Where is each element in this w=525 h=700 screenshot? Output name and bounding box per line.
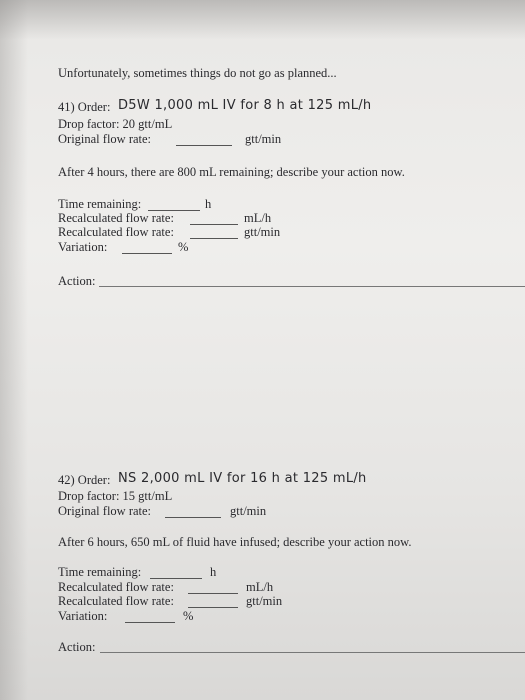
q41-original-flow-blank (176, 145, 232, 146)
q42-recalc-mlh-label: Recalculated flow rate: (58, 580, 174, 594)
q42-recalc-gtt-label: Recalculated flow rate: (58, 594, 174, 608)
q42-drop-factor: Drop factor: 15 gtt/mL (58, 489, 173, 503)
q41-gtt-unit: gtt/min (245, 132, 282, 146)
q41-gtt-unit-2: gtt/min (244, 225, 281, 239)
intro-text: Unfortunately, sometimes things do not go as planned... (58, 66, 337, 80)
q41-variation-label: Variation: (58, 240, 108, 254)
q41-recalc-gtt-blank (190, 238, 238, 239)
q41-recalc-mlh-label: Recalculated flow rate: (58, 211, 174, 225)
q41-action-label: Action: (58, 274, 96, 288)
page-shadow-top (0, 0, 525, 40)
q42-gtt-unit: gtt/min (230, 504, 267, 518)
q41-number: 41) Order: (58, 100, 111, 114)
q42-number: 42) Order: (58, 473, 111, 487)
q42-variation-label: Variation: (58, 609, 108, 623)
q42-original-flow-blank (165, 517, 221, 518)
q42-mlh-unit: mL/h (246, 580, 274, 594)
q41-hours-unit: h (205, 197, 212, 211)
q42-action-line (100, 652, 525, 653)
q42-gtt-unit-2: gtt/min (246, 594, 283, 608)
q42-order-handwritten: NS 2,000 mL IV for 16 h at 125 mL/h (118, 471, 367, 486)
q41-original-flow-label: Original flow rate: (58, 132, 152, 146)
q42-hours-unit: h (210, 565, 217, 579)
q41-action-line (99, 286, 525, 287)
q42-time-remaining-blank (150, 578, 202, 579)
page-shadow-left (0, 0, 28, 700)
q41-drop-factor: Drop factor: 20 gtt/mL (58, 117, 173, 131)
q42-original-flow-label: Original flow rate: (58, 504, 152, 518)
q41-variation-blank (122, 253, 172, 254)
q41-mlh-unit: mL/h (244, 211, 272, 225)
q42-percent-unit: % (183, 609, 194, 623)
q41-recalc-mlh-blank (190, 224, 238, 225)
q41-percent-unit: % (178, 240, 189, 254)
q42-recalc-gtt-blank (188, 607, 238, 608)
q41-scenario: After 4 hours, there are 800 mL remaining; describe your action now. (58, 165, 405, 179)
q42-scenario: After 6 hours, 650 mL of fluid have infused; describe your action now. (58, 535, 412, 549)
q41-order-handwritten: D5W 1,000 mL IV for 8 h at 125 mL/h (118, 98, 372, 113)
q41-time-remaining-label: Time remaining: (58, 197, 142, 211)
q42-action-label: Action: (58, 640, 96, 654)
q41-recalc-gtt-label: Recalculated flow rate: (58, 225, 174, 239)
q42-variation-blank (125, 622, 175, 623)
q42-recalc-mlh-blank (188, 593, 238, 594)
q42-time-remaining-label: Time remaining: (58, 565, 142, 579)
